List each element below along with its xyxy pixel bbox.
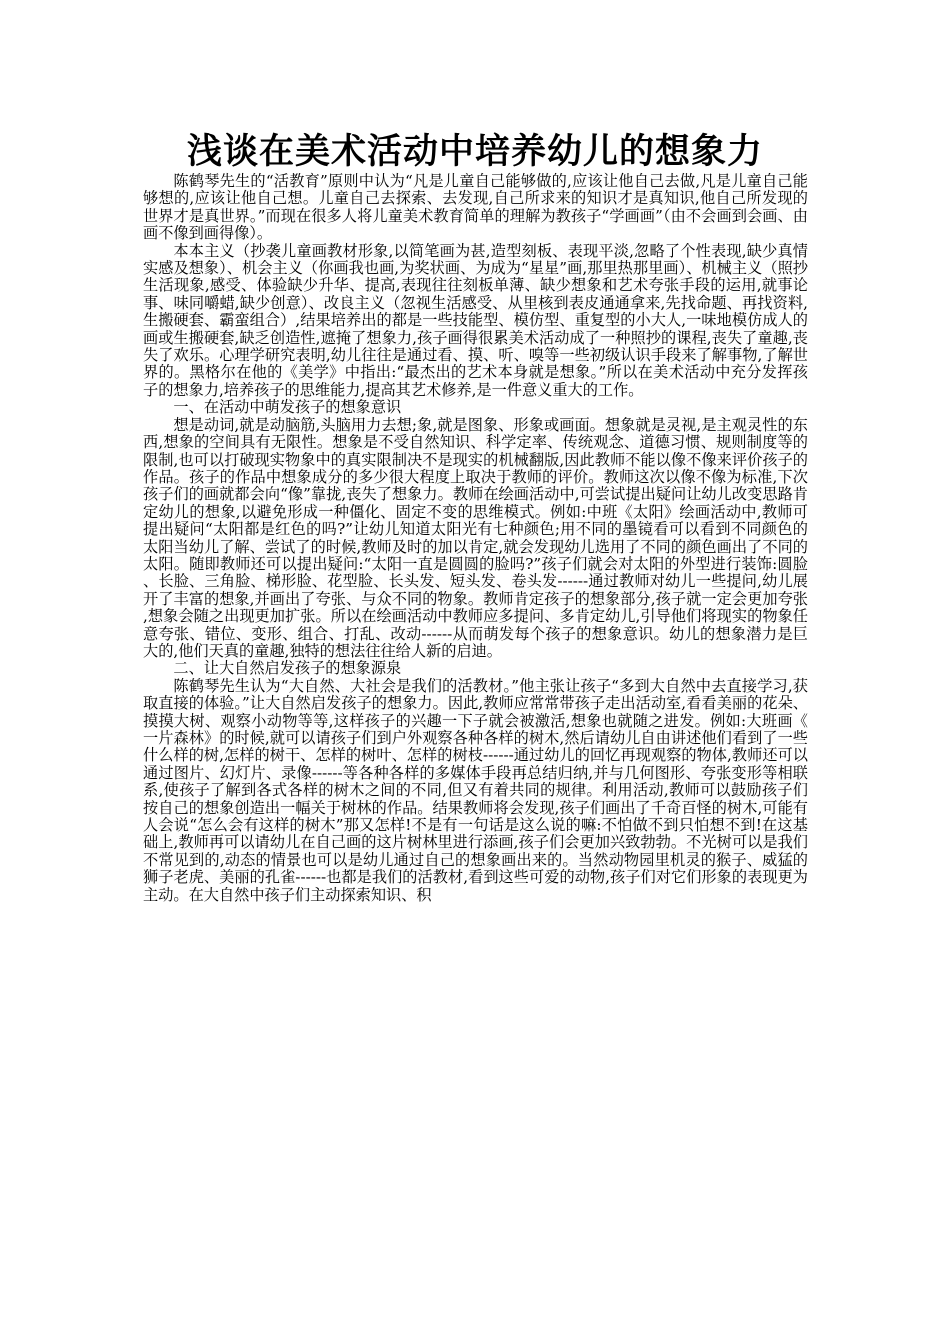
paragraph-section-2: 陈鹤琴先生认为“大自然、大社会是我们的活教材。”他主张让孩子“多到大自然中去直接学习,获取直接的体验。”让大自然启发孩子的想象力。因此,教师应常常带孩子走出活动室,看看美丽的花朵、摸摸大树、观察小动物等等,这样孩子的兴趣一下子就会被激活,想象也就随之进发。例如:大班画《一片森林》的时候,就可以请孩子们到户外观察各种各样的树木,然后请幼儿自由讲述他们看到了一些什么样的树,怎样的树干、怎样的树叶、怎样的树枝------通过幼儿的回忆再现观察的物体,教师还可以通过图片、幻灯片、录像------等各种各样的多媒体手段再总结归纳,并与几何图形、夸张变形等相联系,使孩子了解到各式各样的树木之间的不同,但又有着共同的规律。利用活动,教师可以鼓励孩子们按自己的想象创造出一幅关于树林的作品。结果教师将会发现,孩子们画出了千奇百怪的树木,可能有人会说“怎么会有这样的树木”那又怎样!不是有一句话是这么说的嘛:不怕做不到只怕想不到!在这基础上,教师再可以请幼儿在自己画的这片树林里进行添画,孩子们会更加兴致勃勃。不光树可以是我们不常见到的,动态的情景也可以是幼儿通过自己的想象画出来的。当然动物园里机灵的猴子、威猛的狮子老虎、美丽的孔雀------也都是我们的活教材,看到这些可爱的动物,孩子们对它们形象的表现更为主动。在大自然中孩子们主动探索知识、积 bbox=[143, 676, 808, 904]
paragraph-isms: 本本主义（抄袭儿童画教材形象,以简笔画为甚,造型刻板、表现平淡,忽略了个性表现,缺少真情实感及想象）、机会主义（你画我也画,为奖状画、为成为“星星”画,那里热那里画）、机械主义（照抄生活现象,感受、体验缺少升华、提高,表现往往刻板单薄、缺少想象和艺术夸张手段的运用,就事论事、味同嚼蜡,缺少创意）、改良主义（忽视生活感受、从里核到表皮通通拿来,先找命题、再找资料,生搬硬套、霸蛮组合）,结果培养出的都是一些技能型、模仿型、重复型的小大人,一味地模仿成人的画或生搬硬套,缺乏创造性,遮掩了想象力,孩子画得很累美术活动成了一种照抄的课程,丧失了童趣,丧失了欢乐。心理学研究表明,幼儿往往是通过看、摸、听、嗅等一些初级认识手段来了解事物,了解世界的。黑格尔在他的《美学》中指出:“最杰出的艺术本身就是想象。”所以在美术活动中充分发挥孩子的想象力,培养孩子的思维能力,提高其艺术修养,是一件意义重大的工作。 bbox=[143, 241, 808, 399]
section-heading-2: 二、让大自然启发孩子的想象源泉 bbox=[173, 659, 402, 678]
document-title: 浅谈在美术活动中培养幼儿的想象力 bbox=[186, 132, 763, 172]
paragraph-section-1: 想是动词,就是动脑筋,头脑用力去想;象,就是图象、形象或画面。想象就是灵视,是主观灵性的东西,想象的空间具有无限性。想象是不受自然知识、科学定率、传统观念、道德习惯、规则制度等的限制,也可以打破现实物象中的真实限制决不是现实的机械翻版,因此教师不能以像不像来评价孩子的作品。孩子的作品中想象成分的多少很大程度上取决于教师的评价。教师这次以像不像为标准,下次孩子们的画就都会向“像”靠拢,丧失了想象力。教师在绘画活动中,可尝试提出疑问让幼儿改变思路肯定幼儿的想象,以避免形成一种僵化、固定不变的思维模式。例如:中班《太阳》绘画活动中,教师可提出疑问“太阳都是红色的吗?”让幼儿知道太阳光有七种颜色;用不同的墨镜看可以看到不同颜色的太阳当幼儿了解、尝试了的时候,教师及时的加以肯定,就会发现幼儿选用了不同的颜色画出了不同的太阳。随即教师还可以提出疑问:“太阳一直是圆圆的脸吗?”孩子们就会对太阳的外型进行装饰:圆脸、长脸、三角脸、梯形脸、花型脸、长头发、短头发、卷头发------通过教师对幼儿一些提问,幼儿展开了丰富的想象,并画出了夸张、与众不同的物象。教师肯定孩子的想象部分,孩子就一定会更加夸张,想象会随之出现更加扩张。所以在绘画活动中教师应多提问、多肯定幼儿,引导他们将现实的物象任意夸张、错位、变形、组合、打乱、改动------从而萌发每个孩子的想象意识。幼儿的想象潜力是巨大的,他们天真的童趣,独特的想法往往给人新的启迪。 bbox=[143, 415, 808, 660]
paragraph-intro: 陈鹤琴先生的“活教育”原则中认为“凡是儿童自己能够做的,应该让他自己去做,凡是儿童自己能够想的,应该让他自己想。儿童自己去探索、去发现,自己所求来的知识才是真知识,他自己所发现的世界才是真世界。”而现在很多人将儿童美术教育简单的理解为教孩子“学画画”（由不会画到会画、由画不像到画得像）。 bbox=[143, 172, 808, 243]
section-heading-1: 一、在活动中萌发孩子的想象意识 bbox=[173, 398, 402, 417]
document-body bbox=[143, 173, 808, 904]
